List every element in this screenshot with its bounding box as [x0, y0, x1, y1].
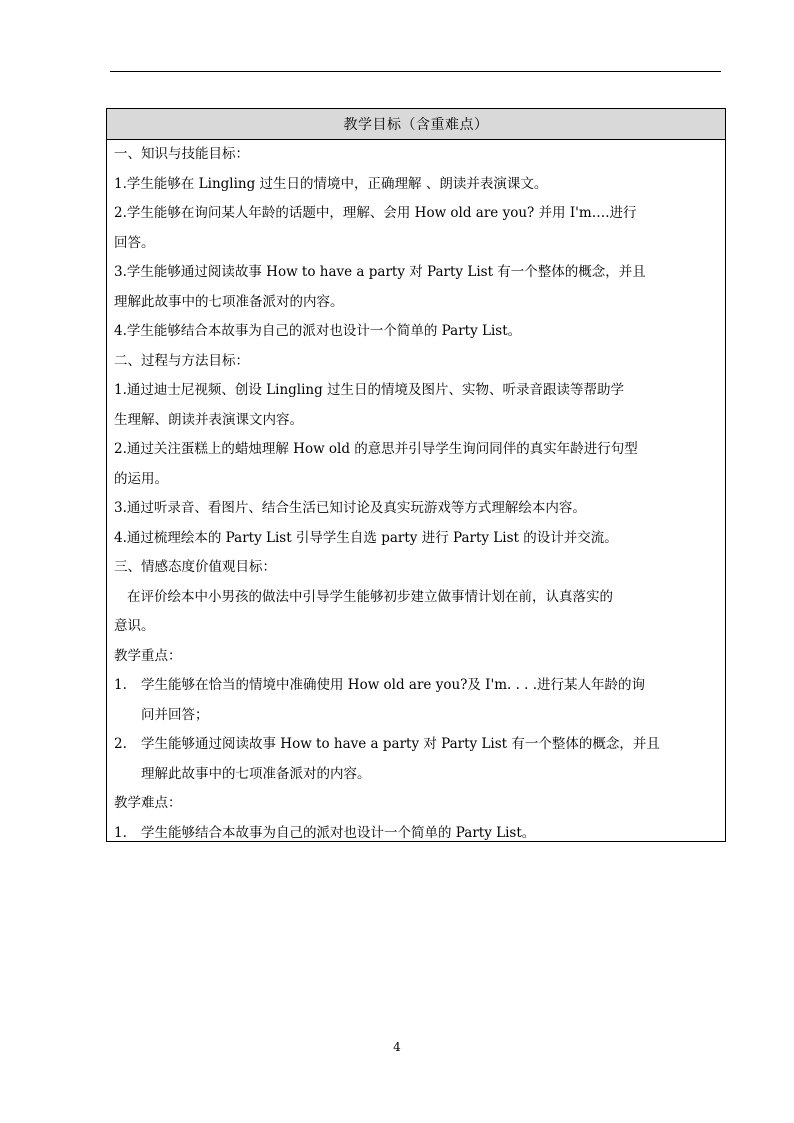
- section-heading-process: 二、过程与方法目标：: [114, 352, 249, 369]
- key-point-2: [114, 730, 719, 760]
- knowledge-goal-1: 1.学生能够在 Lingling 过生日的情境中，正确理解 、朗读并表演课文。: [114, 175, 548, 192]
- table-body: [107, 140, 725, 848]
- knowledge-goal-2-cont: 回答。: [114, 234, 155, 251]
- knowledge-goal-3: 3.学生能够通过阅读故事 How to have a party 对 Party List 有一个整体的概念，并且: [114, 264, 646, 280]
- knowledge-goal-2: 2.学生能够在询问某人年龄的话题中，理解、会用 How old are you? 并用 I'm….进行: [114, 205, 637, 221]
- knowledge-goal-3-cont: 理解此故事中的七项准备派对的内容。: [114, 293, 344, 310]
- section-heading-knowledge: 一、知识与技能目标：: [114, 146, 249, 162]
- difficulty-1: [114, 819, 719, 849]
- process-goal-2-cont: 的运用。: [114, 470, 168, 487]
- process-goal-4: 4.通过梳理绘本的 Party List 引导学生自选 party 进行 Party List 的设计并交流。: [114, 529, 618, 546]
- section-heading-difficulties: 教学难点：: [114, 795, 182, 811]
- key-point-1-cont: 问并回答；: [141, 706, 209, 723]
- key-point-1-text: 学生能够在恰当的情境中准确使用 How old are you?及 I'm. . . .进行某人年龄的询: [141, 677, 646, 693]
- list-marker: 1.: [114, 824, 127, 841]
- key-point-2-cont: 理解此故事中的七项准备派对的内容。: [141, 765, 371, 782]
- knowledge-goal-4: 4.学生能够结合本故事为自己的派对也设计一个简单的 Party List。: [114, 323, 522, 339]
- list-marker: 2.: [114, 736, 127, 752]
- attitude-goal-cont: 意识。: [114, 618, 155, 634]
- table-header: 教学目标（含重难点）: [107, 109, 725, 140]
- process-goal-1-cont: 生理解、朗读并表演课文内容。: [114, 411, 303, 428]
- list-marker: 1.: [114, 677, 127, 693]
- section-heading-attitude: 三、情感态度价值观目标：: [114, 559, 276, 575]
- key-point-1: [114, 671, 719, 701]
- process-goal-3: 3.通过听录音、看图片、结合生活已知讨论及真实玩游戏等方式理解绘本内容。: [114, 500, 586, 516]
- attitude-goal: 在评价绘本中小男孩的做法中引导学生能够初步建立做事情计划在前，认真落实的: [127, 588, 613, 605]
- header-rule: [110, 71, 721, 72]
- teaching-goals-table: [106, 108, 726, 842]
- difficulty-1-text: 学生能够结合本故事为自己的派对也设计一个简单的 Party List。: [141, 824, 536, 841]
- section-heading-key-points: 教学重点：: [114, 647, 182, 664]
- page-number: 4: [393, 1040, 401, 1054]
- process-goal-2: 2.通过关注蛋糕上的蜡烛理解 How old 的意思并引导学生询问同伴的真实年龄进行句型: [114, 441, 638, 457]
- key-point-2-text: 学生能够通过阅读故事 How to have a party 对 Party List 有一个整体的概念，并且: [141, 736, 660, 752]
- process-goal-1: 1.通过迪士尼视频、创设 Lingling 过生日的情境及图片、实物、听录音跟读等帮助学: [114, 382, 625, 398]
